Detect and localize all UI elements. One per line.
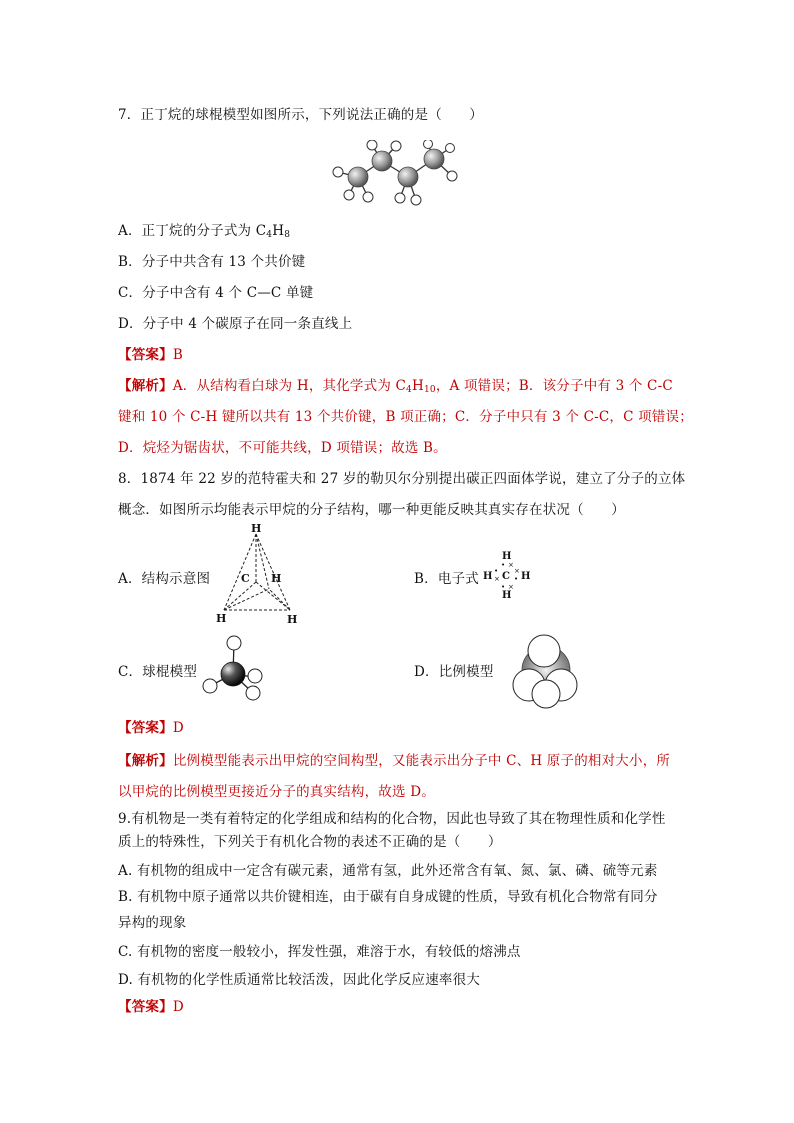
q8-option-b: B．电子式 (414, 571, 479, 587)
q7-analysis-line-3: D．烷烃为锯齿状，不可能共线，D 项错误；故选 B。 (118, 440, 447, 456)
answer-tag: 【答案】 (118, 720, 173, 736)
methane-space-filling-model (506, 630, 586, 710)
q9-answer (118, 995, 184, 1015)
q9-option-c: C. 有机物的密度一般较小，挥发性强，难溶于水，有较低的熔沸点 (118, 944, 521, 960)
svg-text:•: • (514, 575, 519, 583)
hydrogen-atom (203, 679, 217, 693)
svg-text:H: H (502, 551, 512, 562)
q9-option-b-cont: 异构的现象 (118, 915, 187, 931)
methane-tetrahedron-diagram (212, 522, 304, 626)
carbon-atom (221, 662, 245, 686)
q7-analysis-line-2: 键和 10 个 C-H 键所以共有 13 个共价键，B 项正确；C．分子中只有 3 个 C-C，C 项错误； (118, 409, 693, 425)
q8-option-a: A．结构示意图 (118, 571, 211, 587)
q9-option-d: D. 有机物的化学性质通常比较活泼，因此化学反应速率很大 (118, 972, 481, 988)
svg-text:•: • (494, 567, 499, 575)
q8-analysis-line-2: 以甲烷的比例模型更接近分子的真实结构，故选 D。 (118, 784, 435, 800)
svg-text:×: × (508, 583, 514, 591)
hydrogen-atom (227, 636, 241, 650)
tetra-label-right-h: H (271, 572, 282, 585)
answer-tag: 【答案】 (118, 999, 173, 1015)
tetra-label-c: C (241, 572, 250, 585)
q8-option-d: D．比例模型 (414, 664, 494, 680)
svg-text:H: H (521, 571, 531, 582)
q8-stem-line-1: 8．1874 年 22 岁的范特霍夫和 27 岁的勒贝尔分别提出碳正四面体学说，建立了分子的立体 (118, 471, 686, 487)
q9-option-b: B. 有机物中原子通常以共价键相连，由于碳有自身成键的性质，导致有机化合物常有同分 (118, 889, 658, 905)
hydrogen-atom (528, 635, 560, 667)
tetra-label-top-h: H (251, 522, 262, 535)
carbon-atom-3 (398, 167, 418, 187)
q7-answer (118, 343, 183, 363)
q9-stem-line-1: 9.有机物是一类有着特定的化学组成和结构的化合物，因此也导致了其在物理性质和化学性 (118, 811, 666, 827)
analysis-tag: 【解析】 (118, 753, 173, 769)
svg-text:H: H (502, 590, 512, 601)
q7-option-a: A．正丁烷的分子式为 $C_4H_8$ (118, 223, 291, 240)
q7-option-b: B．分子中共含有 13 个共价键 (118, 254, 306, 270)
svg-text:×: × (514, 567, 520, 575)
svg-text:C: C (502, 571, 510, 582)
methane-electron-formula (480, 548, 536, 602)
q8-option-c: C．球棍模型 (118, 664, 198, 680)
svg-text:•: • (501, 583, 506, 591)
hydrogen-atom (248, 669, 262, 683)
answer-value: D (172, 999, 184, 1015)
tetra-label-bottom-left-h: H (216, 612, 227, 625)
q9-stem-line-2: 质上的特殊性，下列关于有机化合物的表述不正确的是（ ） (118, 834, 502, 850)
q8-answer (118, 716, 184, 736)
answer-value: D (172, 720, 184, 736)
butane-ball-stick-model (328, 140, 468, 210)
hydrogen-atom (246, 686, 260, 700)
q7-option-d: D．分子中 4 个碳原子在同一条直线上 (118, 316, 353, 332)
svg-text:×: × (508, 561, 514, 569)
q8-analysis-line-1: 【解析】比例模型能表示出甲烷的空间构型，又能表示出分子中 C、H 原子的相对大小，所 (118, 753, 671, 769)
q7-option-c: C．分子中含有 4 个 C—C 单键 (118, 285, 314, 301)
answer-value: B (172, 347, 183, 363)
q7-stem: 7．正丁烷的球棍模型如图所示，下列说法正确的是（ ） (118, 107, 483, 123)
carbon-atom-2 (372, 151, 392, 171)
carbon-atom-4 (424, 149, 444, 169)
analysis-tag: 【解析】 (118, 378, 173, 394)
methane-ball-stick-model (198, 632, 268, 704)
q9-option-a: A. 有机物的组成中一定含有碳元素，通常有氢，此外还常含有氧、氮、氯、磷、硫等元素 (118, 863, 658, 879)
hydrogen-atom (532, 680, 560, 708)
q8-stem-line-2: 概念．如图所示均能表示甲烷的分子结构，哪一种更能反映其真实存在状况（ ） (118, 502, 625, 518)
answer-tag: 【答案】 (118, 347, 173, 363)
q7-analysis-line-1: 【解析】A．从结构看白球为 H，其化学式为 $C_4H_{10}$，A 项错误；B．该分子中有 3 个 C-C (118, 378, 673, 395)
carbon-atom-1 (348, 167, 368, 187)
svg-text:H: H (483, 571, 493, 582)
svg-text:•: • (501, 561, 506, 569)
tetra-label-bottom-right-h: H (287, 613, 298, 626)
svg-text:×: × (494, 575, 500, 583)
